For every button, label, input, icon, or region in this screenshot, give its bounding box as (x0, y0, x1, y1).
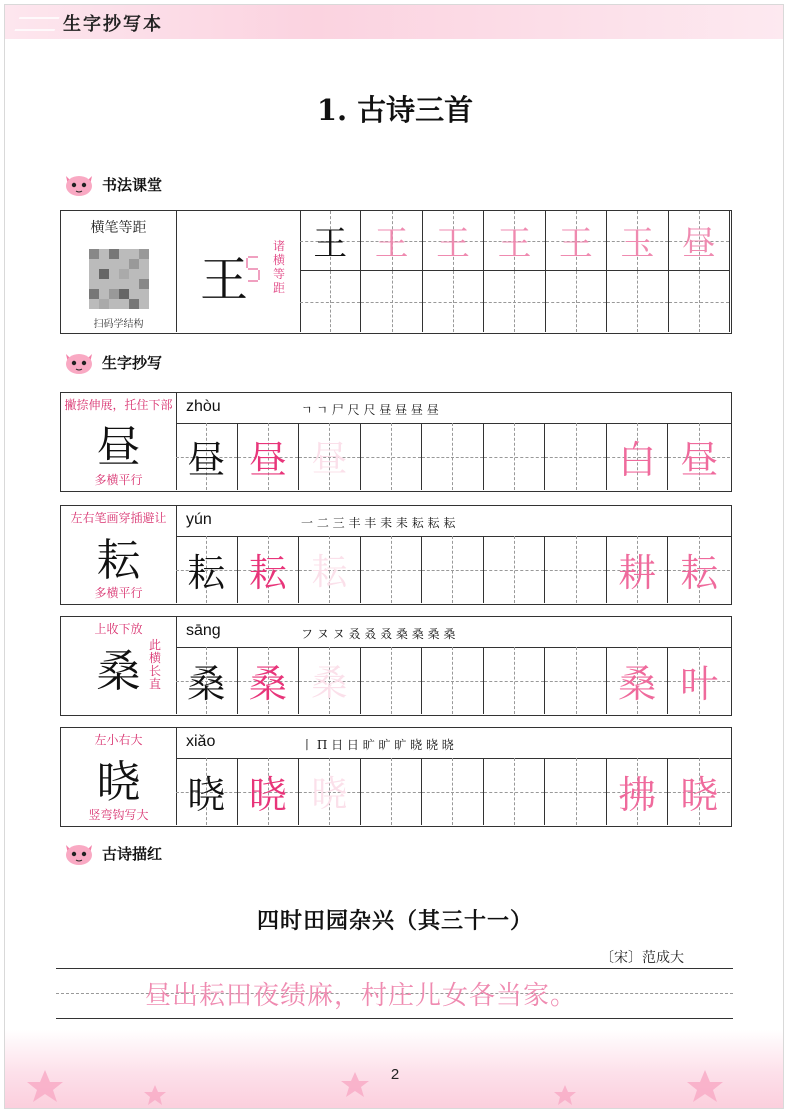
writing-tip-bottom: 竖弯钩写大 (88, 808, 149, 822)
page-number: 2 (390, 1066, 400, 1083)
writing-tip: 撇捺伸展，托住下部 (64, 398, 173, 412)
stroke-order: フ ヌ ヌ 叒 叒 叒 桑 桑 桑 桑 (301, 627, 456, 641)
section-label: 古诗描红 (102, 844, 163, 863)
practice-cell[interactable] (361, 647, 423, 714)
poem-rule-bottom (56, 1018, 733, 1019)
copy-char: 耘 (187, 551, 226, 595)
calligraphy-topic-panel (61, 211, 177, 332)
calligraphy-grid-char: 王 (497, 224, 532, 264)
section-label: 生字抄写 (102, 353, 163, 372)
stroke-order: 一 二 三 丰 丰 耒 耒 耘 耘 耘 (301, 516, 456, 530)
practice-cell[interactable] (668, 758, 730, 825)
practice-cell[interactable] (299, 536, 361, 603)
poem-title: 四时田园杂兴（其三十一） (256, 908, 533, 934)
model-char: 桑 (96, 646, 141, 697)
book-title: 生字抄写本 (63, 14, 163, 35)
practice-cell[interactable] (668, 647, 730, 714)
practice-cell[interactable] (238, 536, 300, 603)
practice-cell[interactable] (545, 647, 607, 714)
calligraphy-note: 诸横等距 (272, 239, 285, 295)
model-char: 耘 (96, 535, 141, 586)
calligraphy-practice-cell[interactable] (300, 211, 361, 271)
faded-trace-char: 桑 (311, 663, 348, 704)
word-char: 桑 (618, 662, 657, 706)
practice-cell[interactable] (607, 758, 669, 825)
calligraphy-practice-cell[interactable] (669, 211, 730, 271)
calligraphy-topic: 横笔等距 (90, 220, 147, 236)
poem-rule-top (56, 968, 733, 969)
practice-cell[interactable] (176, 536, 238, 603)
calligraphy-practice-cell[interactable] (423, 211, 484, 271)
practice-cell[interactable] (484, 536, 546, 603)
pinyin: sāng (186, 622, 221, 639)
practice-cell[interactable] (484, 423, 546, 490)
pinyin: xiǎo (186, 733, 216, 750)
practice-cell[interactable] (545, 758, 607, 825)
practice-cell[interactable] (607, 423, 669, 490)
practice-cell[interactable] (176, 647, 238, 714)
writing-tip-bottom: 多横平行 (94, 586, 143, 600)
word-char: 耘 (680, 551, 719, 595)
practice-cell[interactable] (299, 647, 361, 714)
word-char: 叶 (680, 662, 719, 706)
calligraphy-grid-char: 昼 (681, 224, 716, 264)
practice-cell[interactable] (607, 536, 669, 603)
faded-trace-char: 昼 (311, 439, 348, 480)
practice-cell[interactable] (299, 423, 361, 490)
section-label: 书法课堂 (102, 175, 163, 194)
equal-spacing-mark-icon (246, 249, 260, 289)
practice-cell[interactable] (545, 423, 607, 490)
calligraphy-grid-char: 王 (313, 224, 348, 264)
pinyin: yún (186, 511, 212, 528)
calligraphy-blank-cell[interactable] (300, 271, 361, 332)
writing-tip: 左小右大 (94, 733, 143, 747)
faded-trace-char: 晓 (311, 774, 348, 815)
practice-cell[interactable] (422, 647, 484, 714)
pinyin-row (176, 728, 731, 759)
practice-cell[interactable] (422, 536, 484, 603)
practice-cell[interactable] (361, 423, 423, 490)
practice-cell[interactable] (176, 758, 238, 825)
practice-cell[interactable] (668, 536, 730, 603)
practice-cell[interactable] (545, 536, 607, 603)
word-char: 晓 (680, 773, 719, 817)
cat-mascot-icon (62, 349, 96, 375)
word-char: 昼 (680, 438, 719, 482)
calligraphy-grid-char: 王 (436, 224, 471, 264)
copy-char: 昼 (248, 438, 287, 482)
calligraphy-grid-char: 玉 (620, 224, 655, 264)
practice-cell[interactable] (484, 758, 546, 825)
char-row (60, 392, 732, 492)
stroke-order: 丨 П 日 日 旷 旷 旷 晓 晓 晓 (301, 738, 454, 752)
pinyin-row (176, 393, 731, 424)
calligraphy-grid-char: 王 (374, 224, 409, 264)
char-model-panel (61, 393, 177, 490)
practice-cell[interactable] (361, 536, 423, 603)
stroke-order: ㄱ ㄱ 尸 尺 尺 昼 昼 昼 昼 (301, 403, 439, 417)
qr-label: 扫码学结构 (93, 319, 144, 330)
practice-cell[interactable] (668, 423, 730, 490)
calligraphy-practice-cell[interactable] (361, 211, 422, 271)
pinyin-row (176, 617, 731, 648)
section-copy (62, 349, 162, 375)
writing-tip-bottom: 多横平行 (94, 473, 143, 487)
copy-char: 晓 (248, 773, 287, 817)
practice-cell[interactable] (299, 758, 361, 825)
calligraphy-blank-cell[interactable] (484, 271, 545, 332)
calligraphy-box (60, 210, 732, 334)
calligraphy-blank-cell[interactable] (669, 271, 730, 332)
calligraphy-blank-cell[interactable] (361, 271, 422, 332)
char-row (60, 616, 732, 716)
copy-char: 桑 (248, 662, 287, 706)
model-char: 晓 (96, 757, 141, 808)
word-char: 拂 (618, 773, 657, 817)
calligraphy-example (176, 211, 301, 332)
practice-cell[interactable] (607, 647, 669, 714)
char-model-panel (61, 617, 177, 714)
writing-tip: 上收下放 (94, 622, 143, 636)
section-poem (62, 840, 162, 866)
model-char: 昼 (96, 422, 141, 473)
cat-mascot-icon (62, 171, 96, 197)
char-row (60, 727, 732, 827)
writing-tip: 左右笔画穿插避让 (70, 511, 167, 525)
poem-author: 〔宋〕范成大 (600, 950, 684, 966)
calligraphy-practice-cell[interactable] (607, 211, 668, 271)
calligraphy-blank-cell[interactable] (423, 271, 484, 332)
pinyin: zhòu (186, 398, 221, 415)
practice-cell[interactable] (238, 758, 300, 825)
header-decoration (14, 17, 59, 31)
practice-cell[interactable] (422, 423, 484, 490)
poem-trace-line[interactable]: 昼出耘田夜绩麻，村庄儿女各当家。 (145, 981, 578, 1011)
calligraphy-practice-cell[interactable] (546, 211, 607, 271)
practice-cell[interactable] (422, 758, 484, 825)
header-bar (5, 5, 783, 39)
copy-char: 昼 (187, 438, 226, 482)
lesson-title: 1. 古诗三首 (316, 93, 474, 127)
example-char: 王 (200, 252, 249, 308)
calligraphy-grid-char: 王 (558, 224, 593, 264)
qr-code-icon[interactable] (89, 249, 149, 309)
copy-char: 晓 (187, 773, 226, 817)
char-row (60, 505, 732, 605)
cat-mascot-icon (62, 840, 96, 866)
section-calligraphy (62, 171, 162, 197)
copy-char: 耘 (248, 551, 287, 595)
practice-cell[interactable] (484, 647, 546, 714)
char-model-panel (61, 728, 177, 825)
practice-cell[interactable] (238, 647, 300, 714)
faded-trace-char: 耘 (311, 552, 348, 593)
calligraphy-blank-cell[interactable] (607, 271, 668, 332)
writing-tip-side: 此横长直 (149, 638, 162, 691)
pinyin-row (176, 506, 731, 537)
word-char: 耕 (618, 551, 657, 595)
char-model-panel (61, 506, 177, 603)
practice-cell[interactable] (361, 758, 423, 825)
copy-char: 桑 (187, 662, 226, 706)
practice-cell[interactable] (238, 423, 300, 490)
calligraphy-blank-cell[interactable] (546, 271, 607, 332)
word-char: 白 (618, 438, 657, 482)
practice-cell[interactable] (176, 423, 238, 490)
calligraphy-practice-cell[interactable] (484, 211, 545, 271)
